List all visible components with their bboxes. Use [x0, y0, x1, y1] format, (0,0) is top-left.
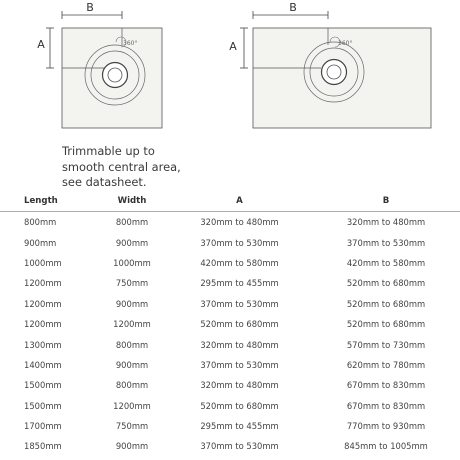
- length-cell: 1200mm: [24, 319, 62, 330]
- a-range-cell: 295mm to 455mm: [200, 278, 279, 289]
- width-cell: 800mm: [115, 380, 149, 391]
- a-range-cell: 370mm to 530mm: [200, 298, 279, 309]
- table-row: [0, 334, 460, 354]
- b-range-cell: 520mm to 680mm: [346, 298, 426, 309]
- length-cell: 1850mm: [24, 441, 62, 452]
- width-cell: 750mm: [115, 421, 149, 432]
- b-range-cell: 670mm to 830mm: [346, 380, 426, 391]
- column-header-a: A: [167, 191, 312, 212]
- a-label: A: [229, 40, 237, 53]
- table-row: [0, 294, 460, 314]
- length-cell: 1700mm: [24, 421, 62, 432]
- b-range-cell: 420mm to 580mm: [346, 257, 426, 268]
- width-cell: 900mm: [115, 237, 149, 248]
- table-row: [0, 436, 460, 456]
- table-row: [0, 212, 460, 233]
- table-row: [0, 273, 460, 293]
- width-cell: 1200mm: [113, 400, 151, 411]
- length-cell: 800mm: [24, 217, 57, 228]
- a-range-cell: 420mm to 580mm: [200, 257, 279, 268]
- column-header-width: Width: [97, 191, 167, 212]
- width-cell: 900mm: [115, 298, 149, 309]
- b-label: B: [289, 1, 297, 14]
- a-label: A: [37, 38, 45, 51]
- length-cell: 1300mm: [24, 339, 62, 350]
- table-row: [0, 355, 460, 375]
- b-range-cell: 520mm to 680mm: [346, 278, 426, 289]
- b-range-cell: 620mm to 780mm: [346, 359, 426, 370]
- width-cell: 900mm: [115, 359, 149, 370]
- rotation-angle-label: 360°: [123, 40, 138, 47]
- b-range-cell: 520mm to 680mm: [346, 319, 426, 330]
- table-row: [0, 416, 460, 436]
- table-row: [0, 314, 460, 334]
- a-range-cell: 320mm to 480mm: [200, 339, 279, 350]
- table-row: [0, 375, 460, 395]
- size-spec-table: [0, 191, 460, 457]
- width-cell: 800mm: [115, 217, 149, 228]
- width-cell: 900mm: [115, 441, 149, 452]
- b-label: B: [86, 1, 94, 14]
- width-cell: 750mm: [115, 278, 149, 289]
- square-tray-diagram: [30, 0, 170, 135]
- length-cell: 1500mm: [24, 380, 62, 391]
- b-range-cell: 320mm to 480mm: [346, 217, 426, 228]
- a-range-cell: 520mm to 680mm: [200, 319, 279, 330]
- table-row: [0, 232, 460, 252]
- trimmable-note: Trimmable up to smooth central area, see datasheet.: [62, 144, 181, 189]
- column-header-b: B: [312, 191, 460, 212]
- rotation-angle-label: 360°: [338, 40, 353, 47]
- b-range-cell: 570mm to 730mm: [346, 339, 426, 350]
- a-range-cell: 295mm to 455mm: [200, 421, 279, 432]
- table-row: [0, 253, 460, 273]
- length-cell: 900mm: [24, 237, 57, 248]
- a-range-cell: 370mm to 530mm: [200, 359, 279, 370]
- width-cell: 800mm: [115, 339, 149, 350]
- rectangle-tray-diagram: [220, 0, 460, 135]
- length-cell: 1500mm: [24, 400, 62, 411]
- table-row: [0, 396, 460, 416]
- table-body: [0, 212, 460, 457]
- column-header-length: Length: [0, 191, 97, 212]
- width-cell: 1200mm: [113, 319, 151, 330]
- b-range-cell: 370mm to 530mm: [346, 237, 426, 248]
- length-cell: 1400mm: [24, 359, 62, 370]
- length-cell: 1000mm: [24, 257, 62, 268]
- a-range-cell: 320mm to 480mm: [200, 380, 279, 391]
- a-range-cell: 320mm to 480mm: [200, 217, 279, 228]
- a-range-cell: 370mm to 530mm: [200, 441, 279, 452]
- table-header-row: [0, 191, 460, 212]
- b-range-cell: 845mm to 1005mm: [344, 441, 428, 452]
- b-range-cell: 670mm to 830mm: [346, 400, 426, 411]
- length-cell: 1200mm: [24, 298, 62, 309]
- width-cell: 1000mm: [113, 257, 151, 268]
- b-range-cell: 770mm to 930mm: [346, 421, 426, 432]
- a-range-cell: 370mm to 530mm: [200, 237, 279, 248]
- a-range-cell: 520mm to 680mm: [200, 400, 279, 411]
- length-cell: 1200mm: [24, 278, 62, 289]
